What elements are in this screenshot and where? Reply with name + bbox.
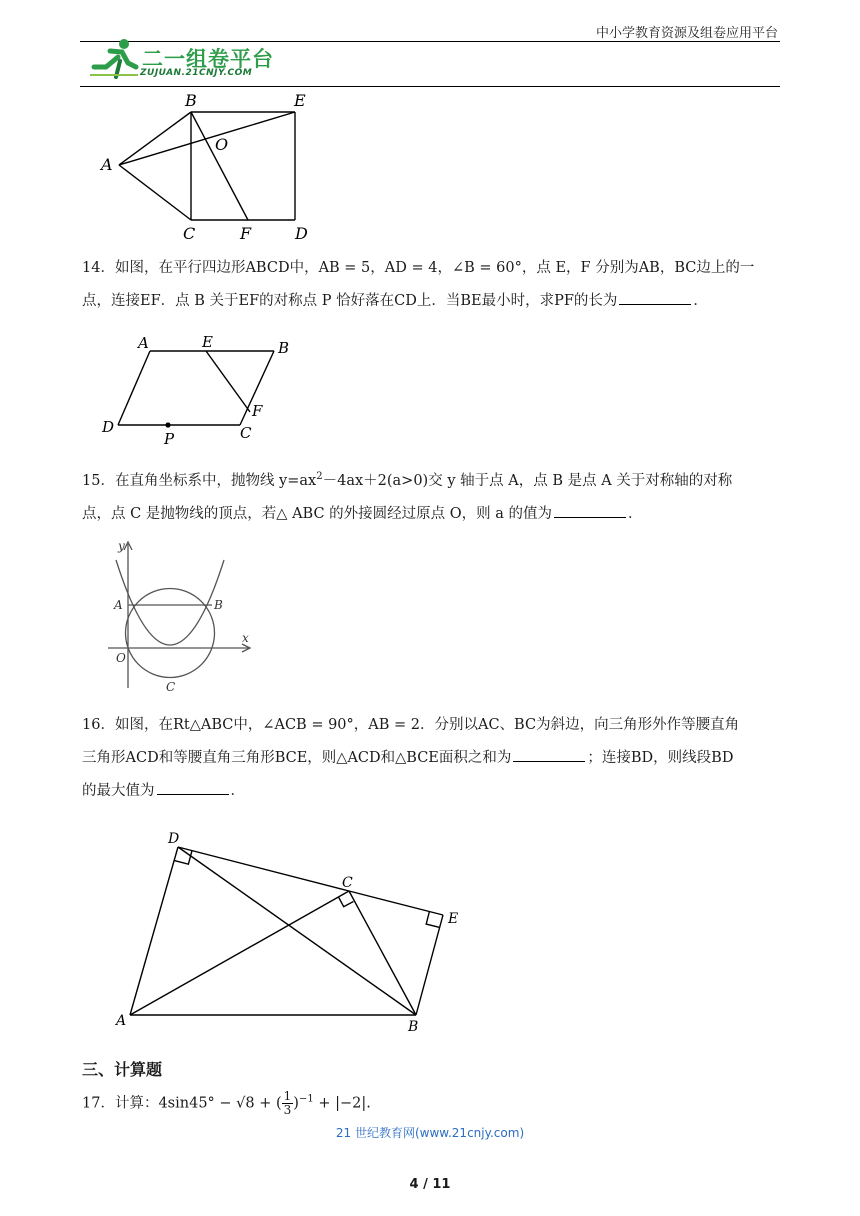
label-B: B — [185, 91, 197, 110]
label-F: F — [252, 402, 263, 420]
logo-title: 二一组卷平台 — [142, 47, 274, 71]
header-platform-text: 中小学教育资源及组卷应用平台 — [595, 26, 778, 41]
question-17: 17．计算：4sin45° − √8 + ( $\frac{1}{3})^{-1} + |-2|$. — [82, 1089, 371, 1117]
label-P: P — [164, 430, 175, 448]
question-15 — [82, 460, 782, 531]
runner-logo-icon — [88, 37, 140, 81]
figure-15 — [100, 538, 260, 698]
label-A: A — [138, 334, 149, 352]
label-E: E — [448, 911, 459, 927]
label-B: B — [408, 1019, 419, 1035]
q15-line2: 点，点 C 是抛物线的顶点，若△ ABC 的外接圆经过原点 O，则 a 的值为 ． — [82, 498, 782, 531]
label-B: B — [278, 339, 290, 357]
label-E: E — [294, 91, 306, 110]
section-heading-calculation: 三、计算题 — [82, 1060, 163, 1079]
header-rule-bottom — [80, 86, 780, 87]
logo-subtitle: ZUJUAN.21CNJY.COM — [140, 68, 253, 78]
q16-line3: 的最大值为 ． — [82, 775, 782, 808]
q14-line1: 14．如图，在平行四边形ABCD中，AB = 5，AD = 4，∠B = 60°，点 E，F 分别为AB，BC边上的一 — [82, 260, 755, 276]
page-number: 4 / 11 — [409, 1177, 451, 1192]
question-14 — [82, 252, 782, 318]
label-F: F — [240, 224, 252, 243]
footer-site-link[interactable]: 21 世纪教育网(www.21cnjy.com) — [335, 1126, 525, 1140]
label-C: C — [166, 680, 176, 694]
label-A: A — [101, 155, 113, 174]
q16-line1: 16．如图，在Rt△ABC中，∠ACB = 90°，AB = 2．分别以AC、BC为斜边，向三角形外作等腰直角 — [82, 717, 740, 733]
fraction-one-third: $\frac{1}{3}$ — [283, 1089, 292, 1117]
label-D: D — [168, 831, 180, 847]
question-16 — [82, 709, 782, 808]
label-B: B — [214, 598, 223, 612]
label-y: y — [118, 539, 125, 553]
q16-line2: 三角形ACD和等腰直角三角形BCE，则△ACD和△BCE面积之和为 ；连接BD，则线段BD — [82, 742, 782, 775]
q15-line1: 15．在直角坐标系中，抛物线 $y=ax^2-4ax+2(a>0)$交 y 轴于点 A，点 B 是点 A 关于对称轴的对称 — [82, 471, 733, 489]
figure-13 — [95, 88, 335, 248]
figure-14 — [98, 330, 308, 448]
q16-answer-blank-2[interactable] — [157, 780, 229, 795]
label-A: A — [116, 1013, 127, 1029]
label-C: C — [183, 224, 196, 243]
label-D: D — [102, 418, 115, 436]
q16-answer-blank-1[interactable] — [513, 747, 585, 762]
label-O: O — [116, 651, 126, 665]
label-C: C — [342, 875, 353, 891]
q15-answer-blank[interactable] — [554, 503, 626, 518]
label-x: x — [242, 631, 249, 645]
figure-16 — [110, 826, 470, 1036]
label-E: E — [202, 333, 213, 351]
q14-line2: 点，连接EF．点 B 关于EF的对称点 P 恰好落在CD上．当BE最小时，求PF的长为 ． — [82, 285, 782, 318]
label-C: C — [240, 424, 252, 442]
site-logo — [88, 37, 288, 81]
label-O: O — [215, 135, 229, 154]
q14-answer-blank[interactable] — [619, 290, 691, 305]
label-A: A — [114, 598, 123, 612]
label-D: D — [295, 224, 308, 243]
